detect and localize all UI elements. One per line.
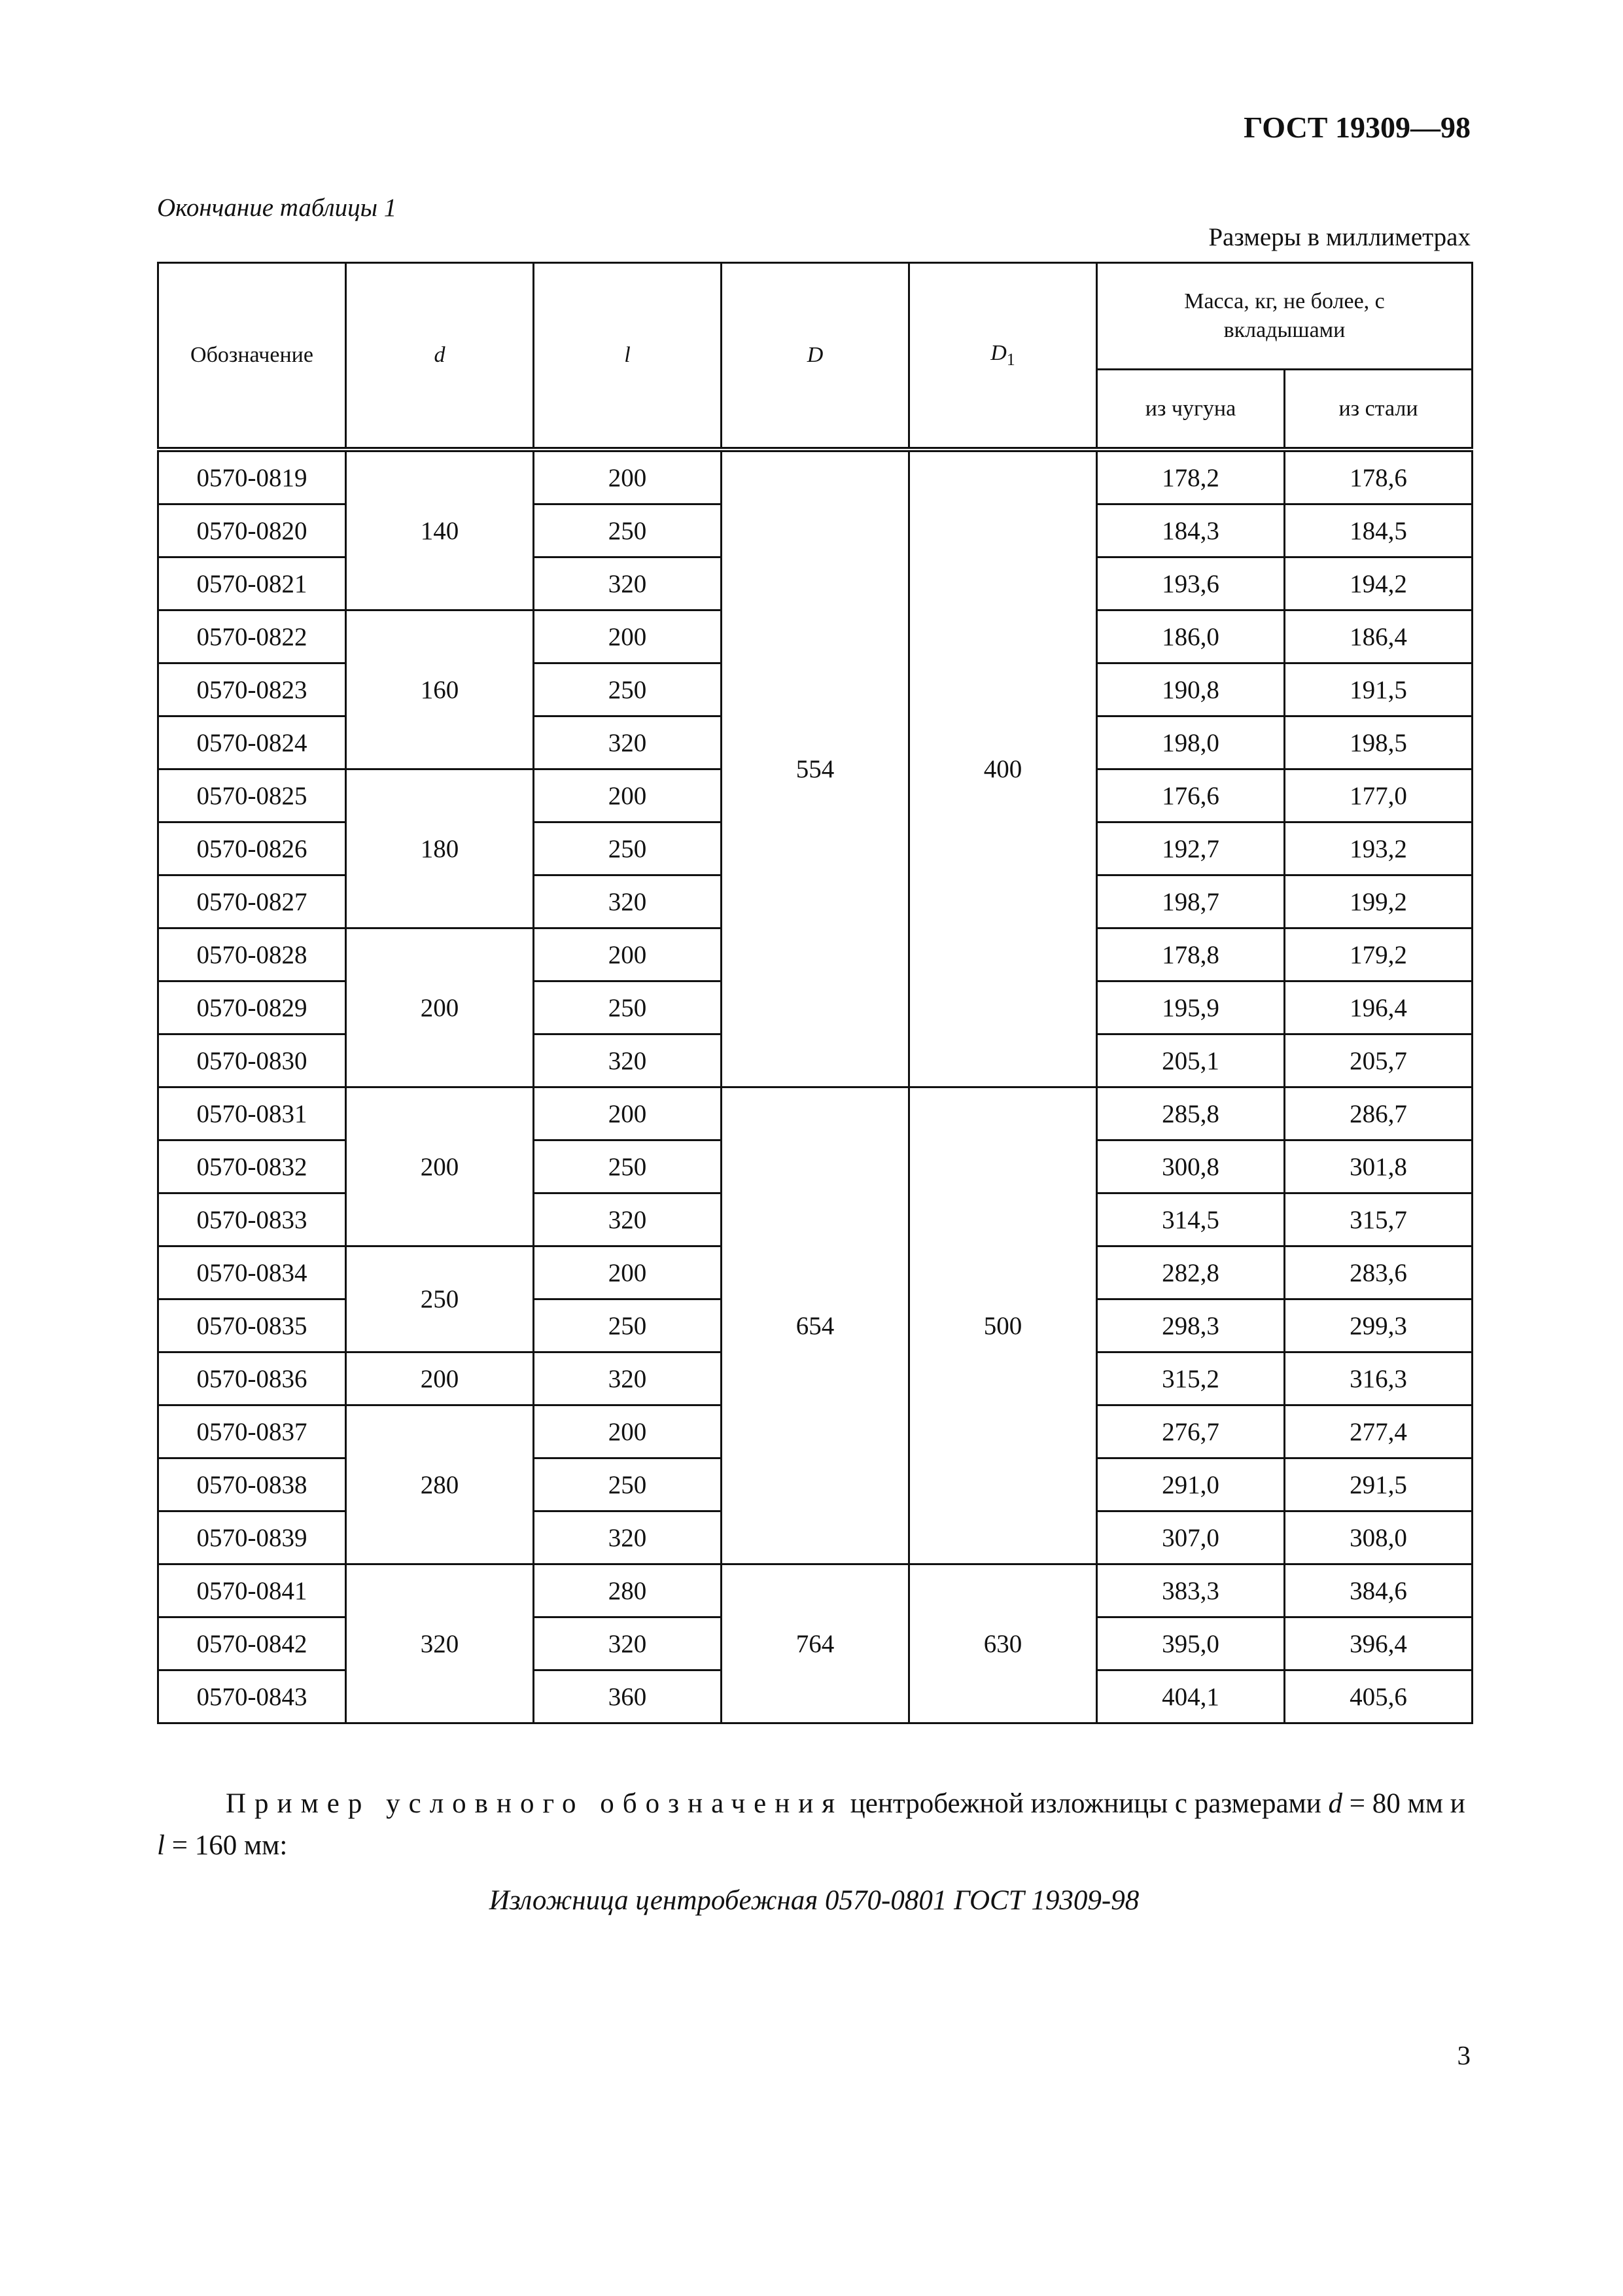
mass-cast-iron-cell: 315,2 — [1097, 1352, 1285, 1405]
d-cell: 200 — [346, 1087, 534, 1246]
header-D1 — [909, 263, 1097, 450]
table-caption: Окончание таблицы 1 — [157, 194, 397, 222]
mass-steel-cell: 277,4 — [1285, 1405, 1473, 1458]
l-cell: 200 — [534, 928, 722, 981]
header-steel: из стали — [1285, 370, 1473, 450]
mass-steel-cell: 178,6 — [1285, 450, 1473, 504]
header-D1-base: D — [990, 341, 1007, 366]
mass-cast-iron-cell: 404,1 — [1097, 1670, 1285, 1723]
l-cell: 250 — [534, 1458, 722, 1511]
mass-steel-cell: 184,5 — [1285, 504, 1473, 557]
mass-steel-cell: 194,2 — [1285, 557, 1473, 610]
designation-cell: 0570-0833 — [158, 1193, 346, 1246]
designation-cell: 0570-0828 — [158, 928, 346, 981]
mass-steel-cell: 316,3 — [1285, 1352, 1473, 1405]
header-mass — [1097, 263, 1473, 370]
example-text-1: центробежной изложницы с размерами — [843, 1788, 1329, 1819]
designation-cell: 0570-0839 — [158, 1511, 346, 1564]
l-cell: 320 — [534, 557, 722, 610]
l-cell: 200 — [534, 610, 722, 663]
mass-steel-cell: 186,4 — [1285, 610, 1473, 663]
l-cell: 320 — [534, 1193, 722, 1246]
table-row — [158, 450, 1473, 504]
d-cell: 160 — [346, 610, 534, 769]
d-cell: 140 — [346, 450, 534, 610]
mass-steel-cell: 301,8 — [1285, 1140, 1473, 1193]
designation-cell: 0570-0821 — [158, 557, 346, 610]
mass-cast-iron-cell: 300,8 — [1097, 1140, 1285, 1193]
l-cell: 250 — [534, 1140, 722, 1193]
designation-cell: 0570-0826 — [158, 822, 346, 875]
mass-cast-iron-cell: 190,8 — [1097, 663, 1285, 716]
header-mass-text: Масса, кг, не более, с вкладышами — [1184, 289, 1385, 342]
l-cell: 250 — [534, 822, 722, 875]
example-l-symbol: l — [157, 1830, 165, 1861]
example-lead: Пример условного обозначения — [226, 1788, 844, 1819]
l-cell: 320 — [534, 1617, 722, 1670]
designation-cell: 0570-0835 — [158, 1299, 346, 1352]
designation-cell: 0570-0834 — [158, 1246, 346, 1299]
d-cell: 200 — [346, 928, 534, 1087]
d-cell: 180 — [346, 769, 534, 928]
example-text-3: = 160 мм: — [164, 1830, 288, 1861]
mass-cast-iron-cell: 198,7 — [1097, 875, 1285, 928]
designation-cell: 0570-0837 — [158, 1405, 346, 1458]
header-l: l — [534, 263, 722, 450]
mass-cast-iron-cell: 193,6 — [1097, 557, 1285, 610]
designation-cell: 0570-0829 — [158, 981, 346, 1034]
mass-steel-cell: 193,2 — [1285, 822, 1473, 875]
mass-cast-iron-cell: 176,6 — [1097, 769, 1285, 822]
example-d-symbol: d — [1328, 1788, 1343, 1819]
table-row — [158, 1087, 1473, 1140]
mass-steel-cell: 177,0 — [1285, 769, 1473, 822]
D1-cell: 630 — [909, 1564, 1097, 1723]
mass-cast-iron-cell: 285,8 — [1097, 1087, 1285, 1140]
mass-steel-cell: 315,7 — [1285, 1193, 1473, 1246]
header-d: d — [346, 263, 534, 450]
designation-cell: 0570-0824 — [158, 716, 346, 769]
D-cell: 554 — [722, 450, 909, 1087]
l-cell: 250 — [534, 663, 722, 716]
mass-cast-iron-cell: 314,5 — [1097, 1193, 1285, 1246]
header-cast-iron: из чугуна — [1097, 370, 1285, 450]
l-cell: 200 — [534, 1405, 722, 1458]
D-cell: 764 — [722, 1564, 909, 1723]
d-cell: 280 — [346, 1405, 534, 1564]
l-cell: 200 — [534, 450, 722, 504]
mass-cast-iron-cell: 192,7 — [1097, 822, 1285, 875]
designation-cell: 0570-0843 — [158, 1670, 346, 1723]
l-cell: 360 — [534, 1670, 722, 1723]
mass-steel-cell: 196,4 — [1285, 981, 1473, 1034]
D1-cell: 400 — [909, 450, 1097, 1087]
header-D1-subscript: 1 — [1006, 349, 1015, 369]
mass-steel-cell: 308,0 — [1285, 1511, 1473, 1564]
mass-steel-cell: 286,7 — [1285, 1087, 1473, 1140]
l-cell: 200 — [534, 1246, 722, 1299]
mass-steel-cell: 205,7 — [1285, 1034, 1473, 1087]
designation-cell: 0570-0842 — [158, 1617, 346, 1670]
mass-cast-iron-cell: 383,3 — [1097, 1564, 1285, 1617]
page-number: 3 — [1457, 2040, 1471, 2070]
designation-cell: 0570-0832 — [158, 1140, 346, 1193]
mass-cast-iron-cell: 291,0 — [1097, 1458, 1285, 1511]
mass-cast-iron-cell: 298,3 — [1097, 1299, 1285, 1352]
mass-cast-iron-cell: 198,0 — [1097, 716, 1285, 769]
l-cell: 320 — [534, 1511, 722, 1564]
l-cell: 200 — [534, 769, 722, 822]
l-cell: 320 — [534, 1352, 722, 1405]
D1-cell: 500 — [909, 1087, 1097, 1564]
mass-cast-iron-cell: 184,3 — [1097, 504, 1285, 557]
header-D: D — [722, 263, 909, 450]
l-cell: 320 — [534, 716, 722, 769]
d-cell: 250 — [346, 1246, 534, 1352]
mass-cast-iron-cell: 195,9 — [1097, 981, 1285, 1034]
example-text-2: = 80 мм и — [1342, 1788, 1465, 1819]
mass-steel-cell: 198,5 — [1285, 716, 1473, 769]
l-cell: 250 — [534, 1299, 722, 1352]
mass-steel-cell: 179,2 — [1285, 928, 1473, 981]
designation-cell: 0570-0823 — [158, 663, 346, 716]
l-cell: 280 — [534, 1564, 722, 1617]
mass-cast-iron-cell: 282,8 — [1097, 1246, 1285, 1299]
mass-cast-iron-cell: 178,2 — [1097, 450, 1285, 504]
designation-cell: 0570-0819 — [158, 450, 346, 504]
l-cell: 250 — [534, 504, 722, 557]
designation-cell: 0570-0836 — [158, 1352, 346, 1405]
mass-steel-cell: 396,4 — [1285, 1617, 1473, 1670]
l-cell: 320 — [534, 875, 722, 928]
mass-steel-cell: 291,5 — [1285, 1458, 1473, 1511]
units-note: Размеры в миллиметрах — [1208, 223, 1471, 251]
example-designation-formula: Изложница центробежная 0570-0801 ГОСТ 19309-98 — [489, 1885, 1140, 1916]
mass-cast-iron-cell: 178,8 — [1097, 928, 1285, 981]
mass-cast-iron-cell: 395,0 — [1097, 1617, 1285, 1670]
mass-steel-cell: 299,3 — [1285, 1299, 1473, 1352]
mass-steel-cell: 199,2 — [1285, 875, 1473, 928]
designation-cell: 0570-0830 — [158, 1034, 346, 1087]
mass-steel-cell: 384,6 — [1285, 1564, 1473, 1617]
table-row — [158, 1564, 1473, 1617]
dimensions-table — [157, 262, 1473, 1724]
d-cell: 200 — [346, 1352, 534, 1405]
designation-cell: 0570-0820 — [158, 504, 346, 557]
mass-steel-cell: 405,6 — [1285, 1670, 1473, 1723]
d-cell: 320 — [346, 1564, 534, 1723]
mass-cast-iron-cell: 186,0 — [1097, 610, 1285, 663]
l-cell: 200 — [534, 1087, 722, 1140]
document-code: ГОСТ 19309—98 — [1244, 111, 1471, 144]
l-cell: 250 — [534, 981, 722, 1034]
mass-cast-iron-cell: 276,7 — [1097, 1405, 1285, 1458]
designation-cell: 0570-0822 — [158, 610, 346, 663]
mass-steel-cell: 191,5 — [1285, 663, 1473, 716]
mass-steel-cell: 283,6 — [1285, 1246, 1473, 1299]
designation-cell: 0570-0831 — [158, 1087, 346, 1140]
designation-example — [157, 1783, 1471, 1867]
designation-cell: 0570-0825 — [158, 769, 346, 822]
designation-cell: 0570-0838 — [158, 1458, 346, 1511]
mass-cast-iron-cell: 307,0 — [1097, 1511, 1285, 1564]
header-designation: Обозначение — [158, 263, 346, 450]
designation-cell: 0570-0827 — [158, 875, 346, 928]
mass-cast-iron-cell: 205,1 — [1097, 1034, 1285, 1087]
l-cell: 320 — [534, 1034, 722, 1087]
D-cell: 654 — [722, 1087, 909, 1564]
designation-cell: 0570-0841 — [158, 1564, 346, 1617]
